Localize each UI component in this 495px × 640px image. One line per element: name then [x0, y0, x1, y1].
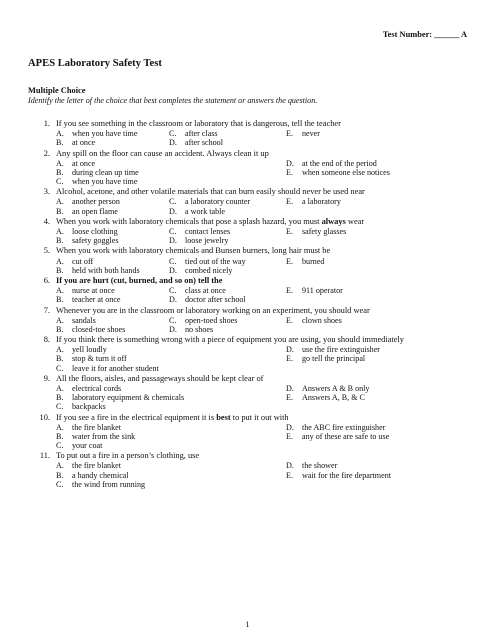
option-text: no shoes [185, 324, 214, 334]
option-text: burned [302, 256, 325, 266]
question-text [56, 451, 199, 461]
question-text [56, 187, 365, 197]
question-text-part: wear [345, 216, 365, 226]
page-title: APES Laboratory Safety Test [28, 58, 162, 69]
question-text-part: If you think there is something wrong with a piece of equipment you are using, you should immediately [56, 335, 404, 345]
question-text [56, 413, 289, 423]
option-text: leave it for another student [72, 363, 159, 373]
option-letter: C. [169, 226, 177, 236]
option-letter: E. [286, 315, 293, 325]
option-letter: C. [56, 479, 64, 489]
option-letter: E. [286, 393, 293, 403]
option-letter: E. [286, 470, 293, 480]
option-row [0, 197, 495, 206]
option-text: after school [185, 138, 223, 148]
option-row [0, 354, 495, 363]
option-text: laboratory equipment & chemicals [72, 393, 185, 403]
question-text-part: All the floors, aisles, and passageways should be kept clear of [56, 373, 264, 383]
option-text: clown shoes [302, 315, 342, 325]
option-letter: A. [56, 197, 64, 207]
question-text-part: to put it out with [230, 412, 289, 422]
option-letter: C. [169, 129, 177, 139]
option-letter: E. [286, 129, 293, 139]
option-row [0, 316, 495, 325]
option-row [0, 159, 495, 168]
option-row [0, 129, 495, 138]
question-stem [0, 187, 495, 197]
option-text: any of these are safe to use [302, 431, 390, 441]
option-letter: B. [56, 265, 64, 275]
option-text: a handy chemical [72, 470, 129, 480]
option-letter: E. [286, 256, 293, 266]
option-letter: C. [169, 315, 177, 325]
option-text: a work table [185, 206, 226, 216]
question-item [0, 451, 495, 489]
option-letter: E. [286, 197, 293, 207]
option-letter: B. [56, 206, 64, 216]
option-row [0, 236, 495, 245]
option-text: cut off [72, 256, 94, 266]
question-text [56, 276, 222, 286]
option-text: at once [72, 138, 96, 148]
option-text: loose clothing [72, 226, 118, 236]
question-text-part: When you work with laboratory chemicals and Bunsen burners, long hair must be [56, 246, 331, 256]
option-letter: C. [56, 441, 64, 451]
question-item [0, 217, 495, 245]
option-text: when you have time [72, 177, 138, 187]
section-heading: Multiple Choice [28, 86, 86, 95]
question-item [0, 246, 495, 274]
option-letter: E. [286, 226, 293, 236]
option-letter: A. [56, 286, 64, 296]
option-letter: E. [286, 167, 293, 177]
question-text [56, 246, 330, 256]
option-letter: B. [56, 236, 64, 246]
option-row [0, 364, 495, 373]
option-text: Answers A & B only [302, 383, 370, 393]
option-text: an open flame [72, 206, 118, 216]
option-letter: A. [56, 422, 64, 432]
question-item [0, 335, 495, 373]
test-number-label: Test Number: ______ A [382, 30, 467, 39]
option-text: the fire blanket [72, 461, 121, 471]
question-number: 5. [43, 246, 50, 256]
option-text: the fire blanket [72, 422, 121, 432]
question-number: 4. [43, 216, 50, 226]
question-emphasis: always [321, 216, 346, 226]
option-text: sandals [72, 315, 96, 325]
question-text-part: Alcohol, acetone, and other volatile materials that can burn easily should never be used near [56, 187, 365, 197]
option-letter: E. [286, 354, 293, 364]
option-text: backpacks [72, 402, 106, 412]
option-text: another person [72, 197, 120, 207]
option-letter: E. [286, 431, 293, 441]
question-item [0, 119, 495, 147]
option-letter: B. [56, 324, 64, 334]
question-item [0, 276, 495, 304]
option-letter: B. [56, 295, 64, 305]
option-row [0, 207, 495, 216]
option-text: never [302, 129, 320, 139]
question-stem [0, 246, 495, 256]
option-row [0, 393, 495, 402]
option-letter: D. [286, 461, 294, 471]
option-text: after class [185, 129, 218, 139]
option-row [0, 138, 495, 147]
question-text-part: Whenever you are in the classroom or laboratory working on an experiment, you should wear [56, 305, 370, 315]
question-stem [0, 306, 495, 316]
option-text: Answers A, B, & C [302, 393, 365, 403]
option-row [0, 471, 495, 480]
question-number: 11. [39, 451, 50, 461]
option-text: nurse at once [72, 286, 115, 296]
option-row [0, 423, 495, 432]
option-letter: C. [169, 197, 177, 207]
question-number: 9. [43, 373, 50, 383]
option-text: electrical cords [72, 383, 122, 393]
question-item [0, 149, 495, 187]
page-number: 1 [245, 620, 250, 629]
option-letter: C. [169, 286, 177, 296]
question-item [0, 187, 495, 215]
option-letter: D. [169, 206, 177, 216]
option-row [0, 295, 495, 304]
option-text: teacher at once [72, 295, 121, 305]
option-letter: E. [286, 286, 293, 296]
question-text [56, 119, 341, 129]
option-letter: A. [56, 129, 64, 139]
option-letter: D. [286, 383, 294, 393]
question-text-part: If you see something in the classroom or laboratory that is dangerous, tell the teacher [56, 119, 341, 128]
question-number: 6. [43, 276, 50, 285]
option-row [0, 432, 495, 441]
question-text-part: Any spill on the floor can cause an accident. Always clean it up [56, 148, 269, 158]
question-number: 7. [43, 305, 50, 315]
question-stem [0, 335, 495, 345]
question-number: 2. [43, 148, 50, 158]
option-letter: D. [286, 422, 294, 432]
option-letter: D. [169, 236, 177, 246]
question-number: 1. [43, 119, 50, 128]
option-text: wait for the fire department [302, 470, 391, 480]
option-letter: D. [169, 138, 177, 148]
option-text: safety glasses [302, 226, 347, 236]
option-text: open-toed shoes [185, 315, 238, 325]
option-letter: B. [56, 354, 64, 364]
option-letter: C. [169, 256, 177, 266]
question-stem [0, 119, 495, 129]
option-row [0, 384, 495, 393]
option-letter: B. [56, 431, 64, 441]
option-text: contact lenses [185, 226, 231, 236]
option-text: during clean up time [72, 167, 139, 177]
question-stem [0, 451, 495, 461]
option-text: combed nicely [185, 265, 233, 275]
question-text-part: If you see a fire in the electrical equipment it is [56, 412, 217, 422]
option-letter: B. [56, 138, 64, 148]
option-letter: C. [56, 363, 64, 373]
option-letter: A. [56, 158, 64, 168]
option-text: closed-toe shoes [72, 324, 126, 334]
option-letter: A. [56, 256, 64, 266]
question-text-part: To put out a fire in a person’s clothing, use [56, 451, 200, 461]
question-stem [0, 217, 495, 227]
option-letter: D. [286, 158, 294, 168]
question-text [56, 335, 404, 345]
option-letter: A. [56, 461, 64, 471]
question-text-part: When you work with laboratory chemicals that pose a splash hazard, you must [56, 216, 322, 226]
option-letter: A. [56, 315, 64, 325]
option-letter: D. [286, 345, 294, 355]
option-text: held with both hands [72, 265, 140, 275]
option-row [0, 441, 495, 450]
option-text: doctor after school [185, 295, 246, 305]
question-item [0, 306, 495, 334]
question-number: 3. [43, 187, 50, 197]
option-text: at once [72, 158, 96, 168]
option-text: class at once [185, 286, 226, 296]
option-text: your coat [72, 441, 103, 451]
option-text: the shower [302, 461, 338, 471]
question-item [0, 413, 495, 451]
option-row [0, 325, 495, 334]
option-row [0, 257, 495, 266]
option-letter: A. [56, 226, 64, 236]
question-text [56, 149, 269, 159]
option-row [0, 286, 495, 295]
question-stem [0, 276, 495, 286]
option-letter: C. [56, 402, 64, 412]
question-number: 8. [43, 335, 50, 345]
option-text: at the end of the period [302, 158, 377, 168]
option-letter: D. [169, 324, 177, 334]
question-number: 10. [39, 412, 50, 422]
option-text: when you have time [72, 129, 138, 139]
section-instructions: Identify the letter of the choice that best completes the statement or answers the question. [28, 96, 318, 105]
question-stem [0, 413, 495, 423]
option-row [0, 266, 495, 275]
question-stem [0, 374, 495, 384]
question-text-part: If you are hurt (cut, burned, and so on) tell the [56, 276, 223, 285]
option-letter: B. [56, 167, 64, 177]
option-row [0, 402, 495, 411]
question-text [56, 306, 370, 316]
option-row [0, 345, 495, 354]
option-letter: A. [56, 345, 64, 355]
option-text: the ABC fire extinguisher [302, 422, 386, 432]
option-letter: A. [56, 383, 64, 393]
option-text: a laboratory counter [185, 197, 251, 207]
option-row [0, 461, 495, 470]
question-list [0, 119, 495, 490]
option-text: loose jewelry [185, 236, 229, 246]
option-letter: D. [169, 265, 177, 275]
option-text: a laboratory [302, 197, 341, 207]
option-text: yell loudly [72, 345, 107, 355]
option-text: use the fire extinguisher [302, 345, 380, 355]
question-item [0, 374, 495, 412]
option-letter: C. [56, 177, 64, 187]
option-row [0, 177, 495, 186]
option-text: safety goggles [72, 236, 119, 246]
question-stem [0, 149, 495, 159]
option-text: when someone else notices [302, 167, 390, 177]
option-text: go tell the principal [302, 354, 366, 364]
option-row [0, 227, 495, 236]
option-letter: B. [56, 470, 64, 480]
option-text: water from the sink [72, 431, 136, 441]
option-row [0, 168, 495, 177]
option-text: 911 operator [302, 286, 343, 296]
option-text: the wind from running [72, 479, 146, 489]
option-letter: D. [169, 295, 177, 305]
question-emphasis: best [216, 412, 231, 422]
option-text: stop & turn it off [72, 354, 127, 364]
option-letter: B. [56, 393, 64, 403]
question-text [56, 374, 263, 384]
question-text [56, 217, 364, 227]
option-text: tied out of the way [185, 256, 246, 266]
option-row [0, 480, 495, 489]
